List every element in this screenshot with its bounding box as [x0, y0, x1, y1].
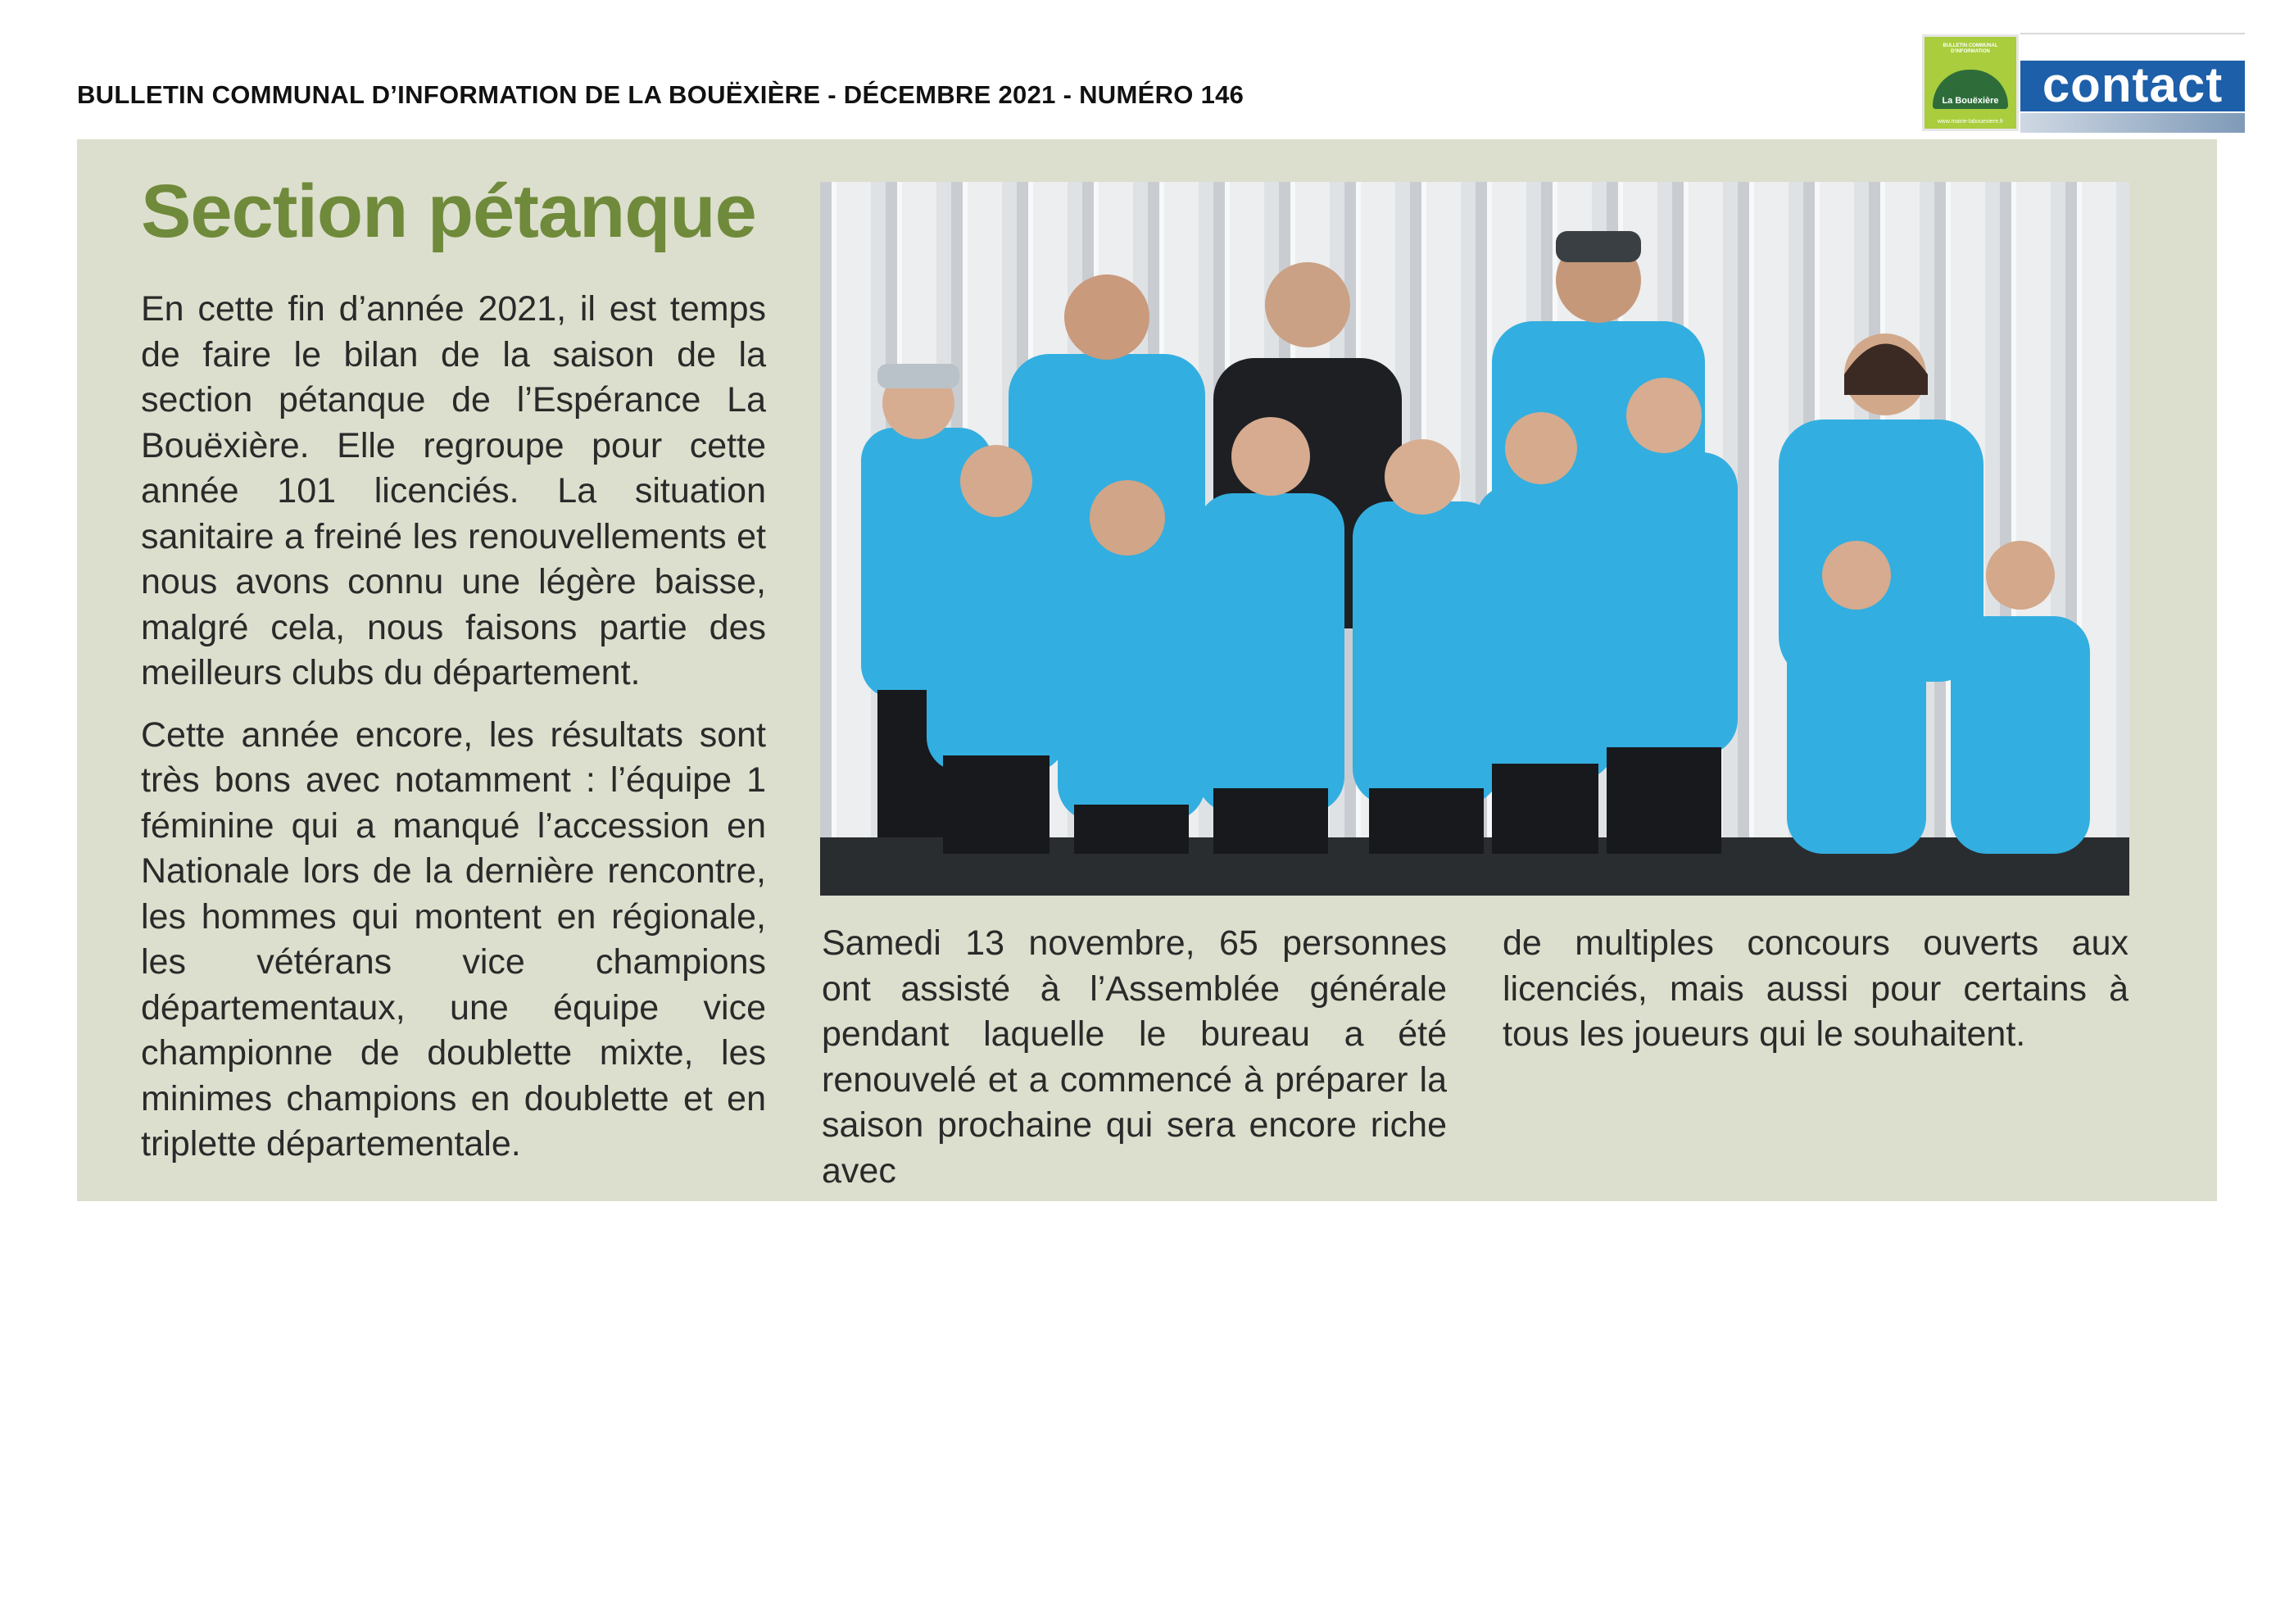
- badge-top-text: BULLETIN COMMUNAL D'INFORMATION: [1943, 43, 1998, 54]
- commune-badge: [1922, 34, 2019, 131]
- logo-rule: [2020, 33, 2245, 34]
- paragraph-results: Cette année encore, les résultats sont très bons avec notamment : l’équipe 1 féminine qui a manqué l’accession en Nationale lors de la dernière rencontre, les hommes qui montent en régionale, les vétérans vice champions départementaux, une équipe vice championne de doublette mixte, les minimes champions en doublette et en triplette départementale.: [141, 714, 766, 1164]
- paragraph-intro: En cette fin d’année 2021, il est temps de faire le bilan de la saison de la section pétanque de l’Espérance La Bouëxière. Elle regroupe pour cette année 101 licenciés. La situation sanitaire a freiné les renouvellements et nous avons connu une légère baisse, malgré cela, nous faisons partie des meilleurs clubs du département.: [141, 289, 766, 692]
- photo-caption-part2: [1503, 921, 2129, 1058]
- caption-text-1: Samedi 13 novembre, 65 personnes ont assisté à l’Assemblée générale pendant laquelle le bureau a été renouvelé et a commencé à préparer la saison prochaine qui sera encore riche avec: [822, 923, 1447, 1191]
- article-title: Section pétanque: [141, 170, 756, 253]
- bulletin-header: BULLETIN COMMUNAL D’INFORMATION DE LA BOUËXIÈRE - DÉCEMBRE 2021 - NUMÉRO 146: [77, 80, 1244, 109]
- article-body: [141, 287, 766, 1168]
- badge-url: www.mairie-labouexiere.fr: [1937, 119, 2004, 125]
- caption-text-2: de multiples concours ouverts aux licenciés, mais aussi pour certains à tous les joueurs qui le souhaitent.: [1503, 923, 2129, 1054]
- team-photo: [820, 182, 2129, 896]
- logo-gradient-bar: [2020, 113, 2245, 133]
- child-2: [927, 445, 1066, 854]
- contact-logo: [1917, 31, 2245, 134]
- photo-caption-part1: [822, 921, 1447, 1194]
- contact-wordmark: contact: [2020, 61, 2245, 111]
- badge-town-name: La Bouëxière: [1942, 96, 1999, 106]
